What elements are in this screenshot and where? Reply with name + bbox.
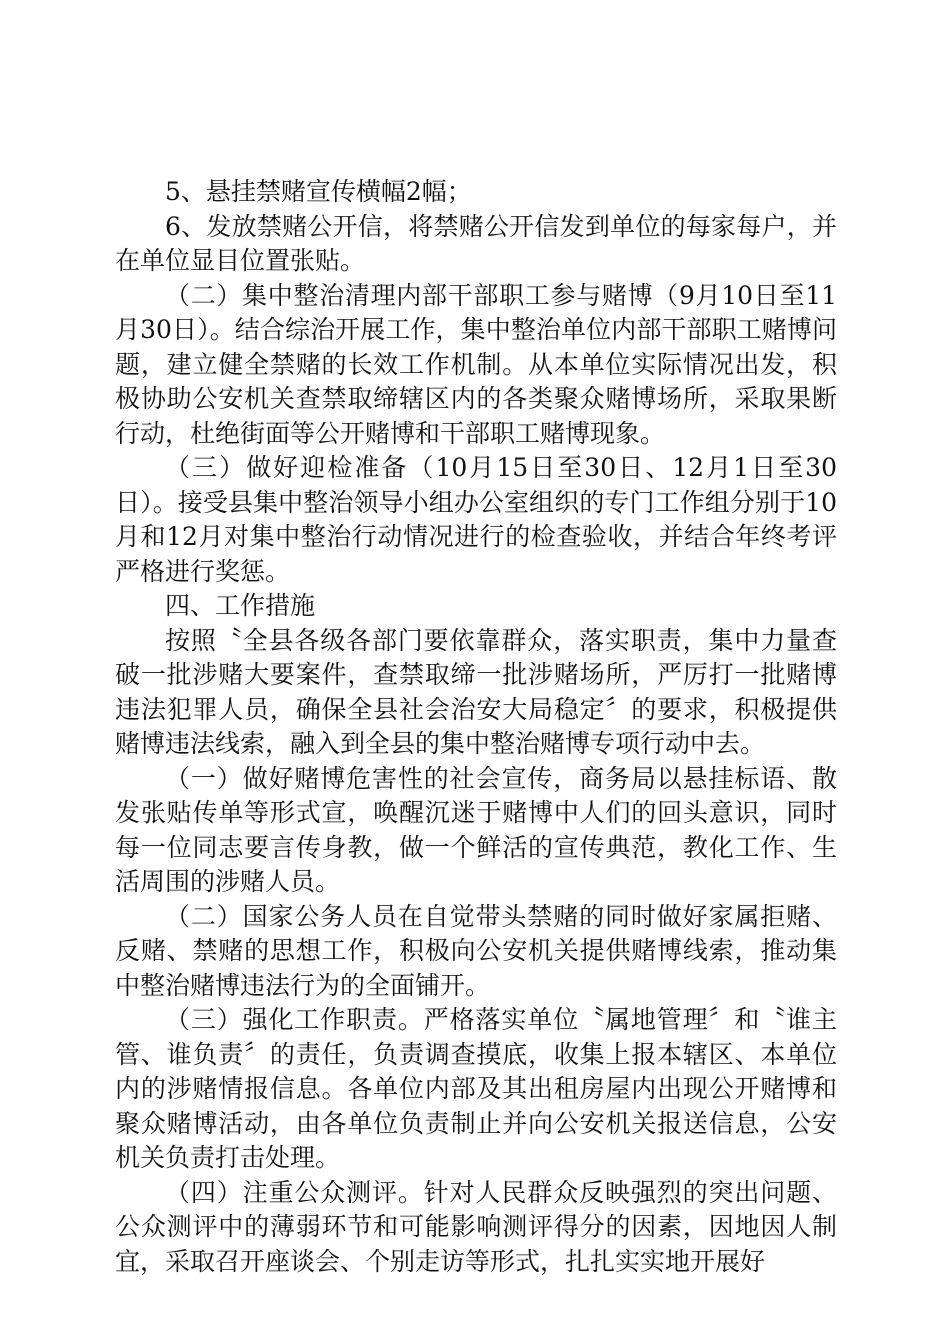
paragraph-measure-4: （四）注重公众测评。针对人民群众反映强烈的突出问题、公众测评中的薄弱环节和可能影响测评得分的因素，因地因人制宜，采取召开座谈会、个别走访等形式，扎扎实实地开展好 bbox=[115, 1177, 837, 1276]
paragraph-section-3: （三）做好迎检准备（10月15日至30日、12月1日至30日）。接受县集中整治领导小组办公室组织的专门工作组分别于10月和12月对集中整治行动情况进行的检查验收，并结合年终考评严格进行奖惩。 bbox=[115, 453, 837, 586]
paragraph-measure-1: （一）做好赌博危害性的社会宣传，商务局以悬挂标语、散发张贴传单等形式宣，唤醒沉迷于赌博中人们的回头意识，同时每一位同志要言传身教，做一个鲜活的宣传典范，教化工作、生活周围的涉赌人员。 bbox=[115, 763, 837, 896]
paragraph-item-5: 5、悬挂禁赌宣传横幅2幅； bbox=[165, 177, 472, 206]
paragraph-measure-2: （二）国家公务人员在自觉带头禁赌的同时做好家属拒赌、反赌、禁赌的思想工作，积极向公安机关提供赌博线索，推动集中整治赌博违法行为的全面铺开。 bbox=[115, 901, 837, 1000]
paragraph-measure-3: （三）强化工作职责。严格落实单位〝属地管理〞和〝谁主管、谁负责〞的责任，负责调查摸底，收集上报本辖区、本单位内的涉赌情报信息。各单位内部及其出租房屋内出现公开赌博和聚众赌博活动，由各单位负责制止并向公安机关报送信息，公安机关负责打击处理。 bbox=[115, 1005, 837, 1172]
section-heading-work-measures: 四、工作措施 bbox=[165, 591, 316, 620]
paragraph-measures-intro: 按照〝全县各级各部门要依靠群众，落实职责，集中力量查破一批涉赌大要案件，查禁取缔一批涉赌场所，严厉打一批赌博违法犯罪人员，确保全县社会治安大局稳定〞的要求，积极提供赌博违法线索，融入到全县的集中整治赌博专项行动中去。 bbox=[115, 625, 837, 758]
paragraph-section-2: （二）集中整治清理内部干部职工参与赌博（9月10日至11月30日）。结合综治开展工作，集中整治单位内部干部职工赌博问题，建立健全禁赌的长效工作机制。从本单位实际情况出发，积极协助公安机关查禁取缔辖区内的各类聚众赌博场所，采取果断行动，杜绝街面等公开赌博和干部职工赌博现象。 bbox=[115, 280, 837, 448]
document-body bbox=[115, 175, 837, 1279]
paragraph-item-6: 6、发放禁赌公开信，将禁赌公开信发到单位的每家每户，并在单位显目位置张贴。 bbox=[115, 211, 837, 275]
